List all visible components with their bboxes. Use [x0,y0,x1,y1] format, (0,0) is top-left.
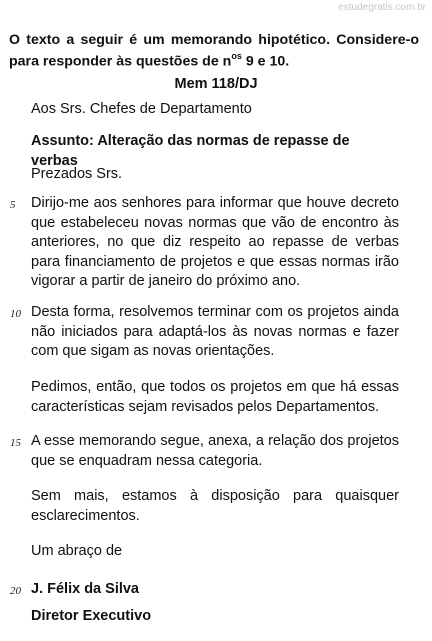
watermark: estudegratis.com.br [338,2,426,13]
intro-instruction [9,32,419,71]
memo-paragraph-2: Desta forma, resolvemos terminar com os projetos ainda não iniciados para adaptá-los às novas normas e fazer com que sigam as novas orientações. [31,304,399,359]
line-number-10: 10 [10,308,21,320]
memo-paragraph-5: Sem mais, estamos à disposição para quaisquer esclarecimentos. [31,488,399,524]
memo-greeting: Prezados Srs. [31,166,123,182]
memo-closing: Um abraço de [31,543,123,559]
memo-paragraph-1: Dirijo-me aos senhores para informar que houve decreto que estabeleceu novas normas que vão de encontro às anteriores, no que diz respeito ao repasse de verbas para financiamento de projetos e que essas normas irão vigorar a partir de janeiro do próximo ano. [31,195,399,289]
signature-title: Diretor Executivo [31,608,152,624]
memo-subject: Assunto: Alteração das normas de repasse de verbas [31,133,350,169]
memo-title: Mem 118/DJ [174,76,258,92]
line-number-5: 5 [10,199,16,211]
intro-text: O texto a seguir é um memorando hipotético. Considere-o para responder às questões de n [9,32,419,70]
memo-paragraph-4: A esse memorando segue, anexa, a relação dos projetos que se enquadram nessa categoria. [31,433,399,469]
line-number-20: 20 [10,585,21,597]
memo-addressee: Aos Srs. Chefes de Departamento [31,101,252,117]
memo-paragraph-3: Pedimos, então, que todos os projetos em que há essas características sejam revisados pelos Departamentos. [31,379,399,415]
intro-text-end: 9 e 10. [241,53,290,70]
intro-superscript: os [231,51,242,61]
signature-name: J. Félix da Silva [31,581,139,597]
line-number-15: 15 [10,437,21,449]
